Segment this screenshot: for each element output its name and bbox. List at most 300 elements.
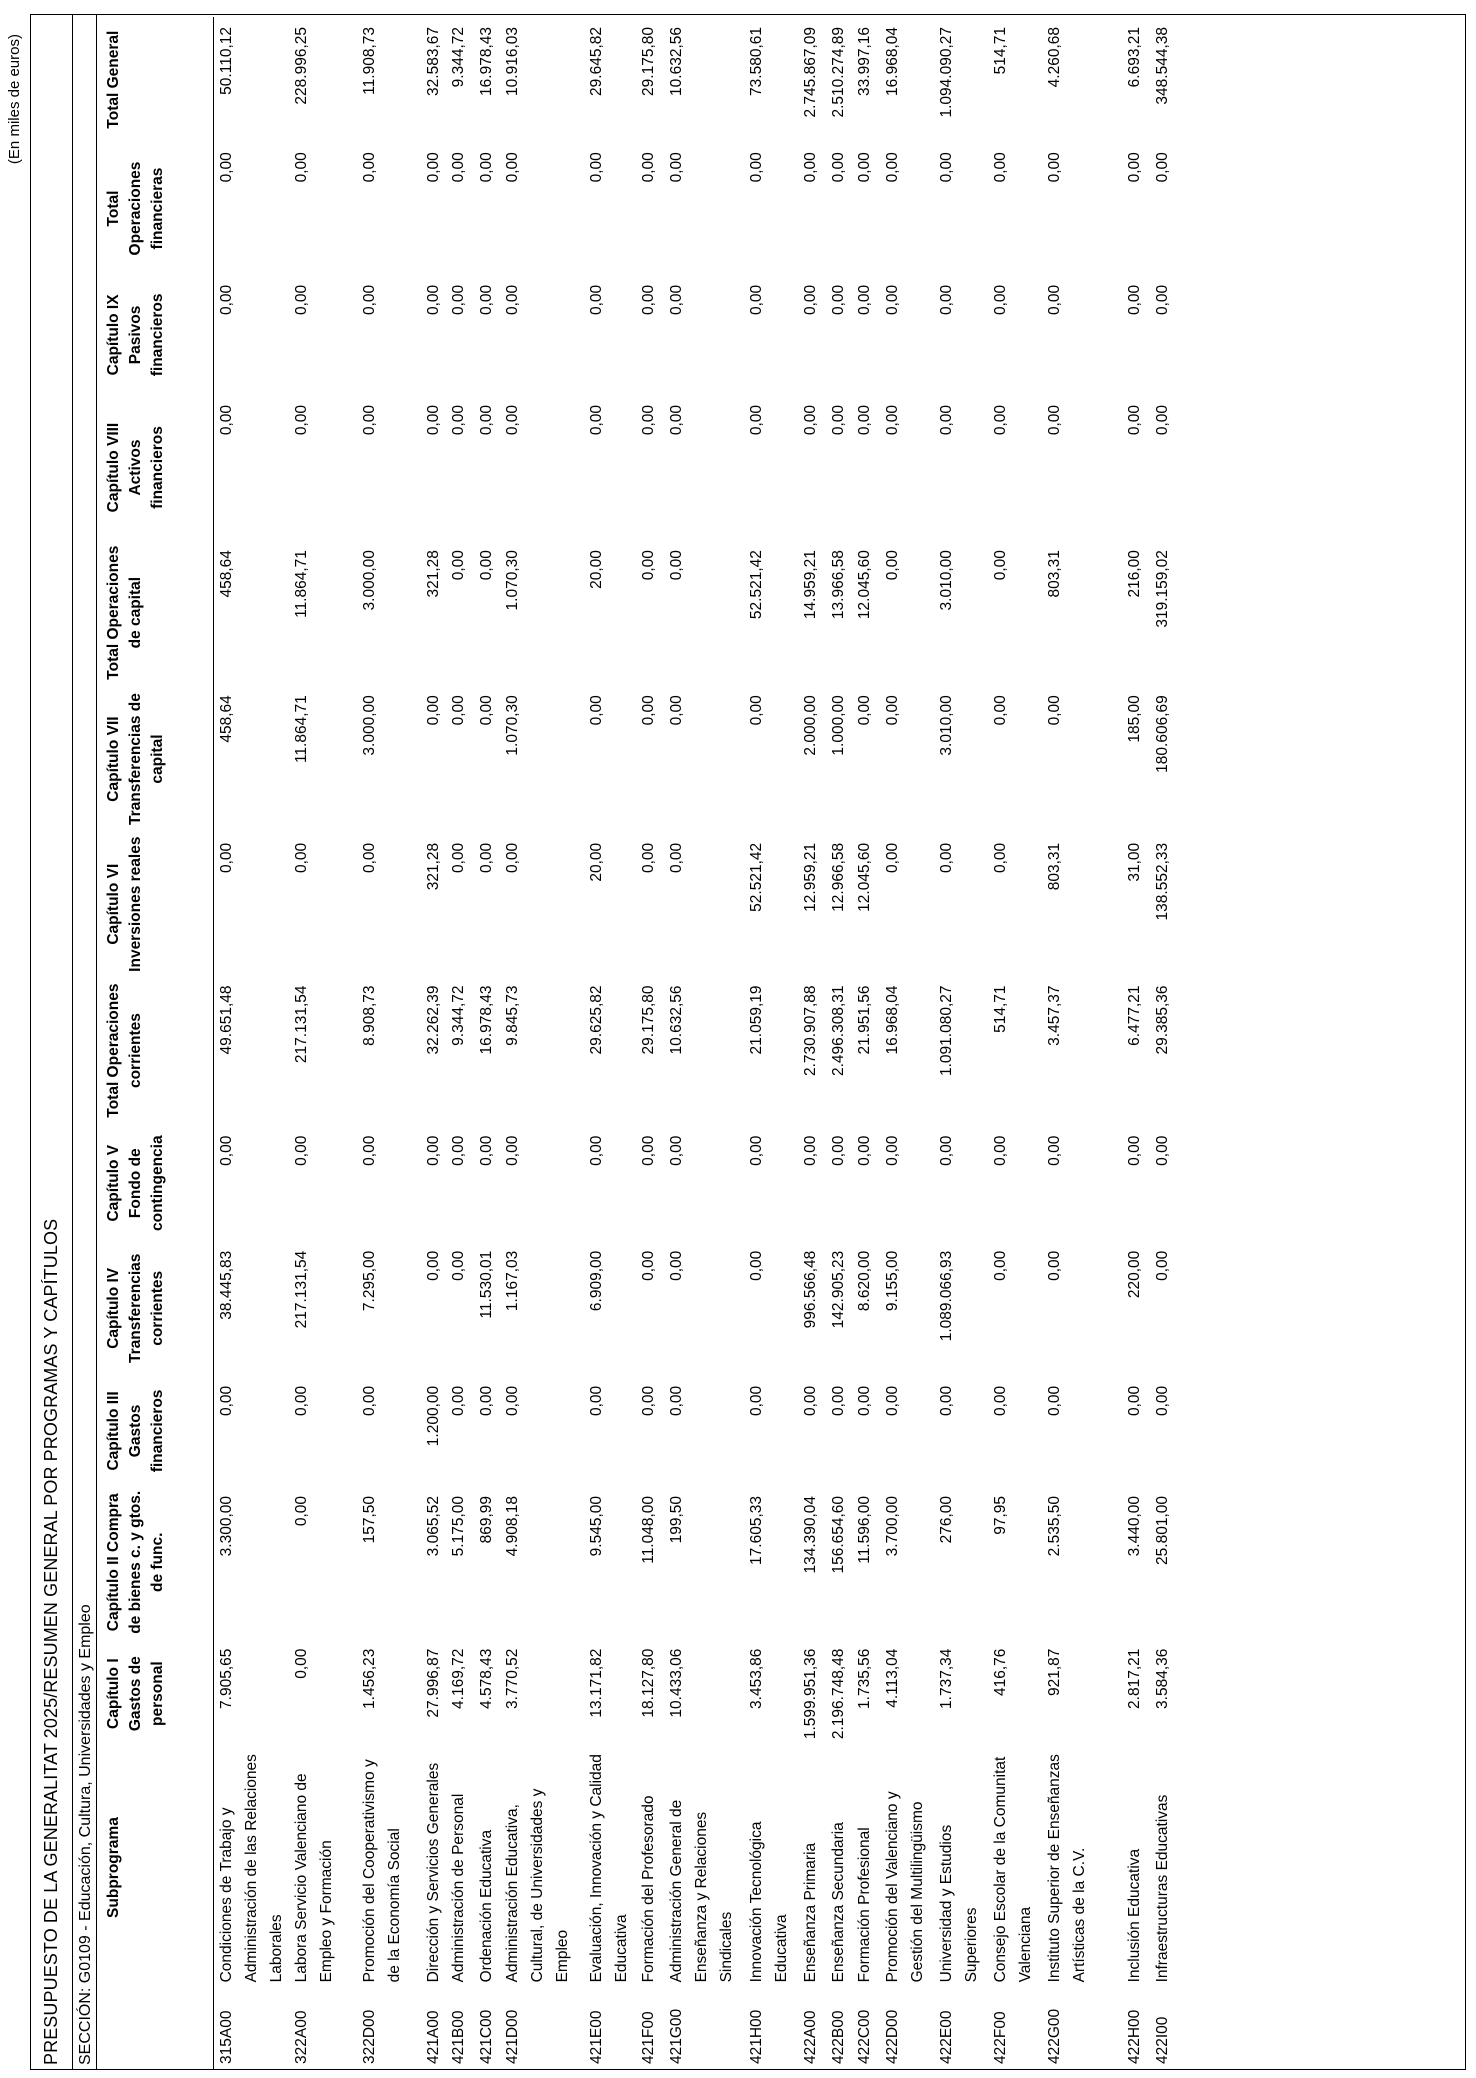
- amount-cell: 1.000,00: [830, 695, 847, 756]
- amount-cell: 0,00: [504, 404, 521, 436]
- table-row: [852, 17, 880, 2069]
- subprogram-name: Enseñanza Secundaria: [830, 1822, 847, 1983]
- amount-cell: 2.496.308,31: [830, 985, 847, 1077]
- amount-cell: 0,00: [450, 1385, 467, 1417]
- amount-cell: 0,00: [504, 1385, 521, 1417]
- amount-cell: 0,00: [802, 1135, 819, 1166]
- amount-cell: 3.700,00: [884, 1495, 901, 1557]
- amount-cell: 0,00: [884, 284, 901, 316]
- header-cap2: Capítulo II Compra de bienes c. y gtos. de func.: [105, 1490, 166, 1634]
- amount-cell: 50.110,12: [217, 27, 235, 95]
- amount-cell: 0,00: [425, 695, 442, 726]
- amount-cell: 0,00: [938, 284, 955, 316]
- subprogram-code: 422E00: [938, 2010, 955, 2064]
- amount-cell: 1.094.090,27: [938, 27, 955, 118]
- subprogram-name: Administración Educativa, Cultural, de Universidades y Empleo: [504, 1788, 571, 1983]
- amount-cell: 0,00: [478, 842, 495, 874]
- amount-cell: 0,00: [640, 1250, 657, 1281]
- amount-cell: 25.801,00: [1154, 1495, 1171, 1565]
- header-cap7: Capítulo VII Transferencias de capital: [105, 693, 166, 825]
- amount-cell: 0,00: [293, 152, 310, 183]
- amount-cell: 0,00: [802, 404, 819, 436]
- amount-cell: 0,00: [293, 284, 310, 316]
- amount-cell: 0,00: [640, 404, 657, 436]
- table-row: [664, 17, 744, 2069]
- amount-cell: 0,00: [884, 1135, 901, 1166]
- amount-cell: 0,00: [830, 404, 847, 436]
- budget-table: [101, 17, 1178, 2069]
- amount-cell: 228.996,25: [293, 27, 310, 105]
- table-row: [988, 17, 1042, 2069]
- amount-cell: 1.456,23: [361, 1648, 378, 1709]
- amount-cell: 0,00: [361, 404, 378, 436]
- amount-cell: 0,00: [1126, 284, 1143, 316]
- subprogram-name: Administración General de Enseñanza y Relaciones Sindicales: [668, 1799, 735, 1983]
- subprogram-code: 422A00: [802, 2010, 819, 2064]
- amount-cell: 9.545,00: [588, 1495, 605, 1557]
- amount-cell: 0,00: [1046, 284, 1063, 316]
- amount-cell: 29.385,36: [1154, 985, 1171, 1055]
- section-label: SECCIÓN: G0109 - Educación, Cultura, Universidades y Empleo: [75, 15, 97, 2069]
- amount-cell: 0,00: [1046, 404, 1063, 436]
- subprogram-code: 422F00: [992, 2011, 1009, 2064]
- table-row: [1042, 17, 1122, 2069]
- amount-cell: 0,00: [361, 284, 378, 316]
- amount-cell: 319.159,02: [1154, 550, 1171, 628]
- amount-cell: 0,00: [992, 284, 1009, 316]
- amount-cell: 514,71: [992, 27, 1009, 75]
- amount-cell: 0,00: [802, 1385, 819, 1417]
- amount-cell: 6.909,00: [588, 1250, 605, 1312]
- amount-cell: 0,00: [992, 1385, 1009, 1417]
- amount-cell: 4.113,04: [884, 1648, 901, 1708]
- subprogram-name: Formación Profesional: [856, 1827, 873, 1983]
- amount-cell: 0,00: [830, 1385, 847, 1417]
- amount-cell: 0,00: [504, 152, 521, 183]
- amount-cell: 0,00: [668, 1135, 685, 1166]
- subprogram-name: Instituto Superior de Enseñanzas Artísticas de la C.V.: [1046, 1754, 1088, 1983]
- amount-cell: 217.131,54: [293, 1250, 310, 1329]
- subprogram-code: 421B00: [450, 2010, 467, 2064]
- amount-cell: 0,00: [748, 1385, 765, 1417]
- amount-cell: 996.566,48: [802, 1250, 819, 1329]
- header-cap6: Capítulo VI Inversiones reales: [105, 836, 144, 972]
- subprogram-name: Dirección y Servicios Generales: [425, 1762, 442, 1983]
- amount-cell: 3.010,00: [938, 550, 955, 611]
- amount-cell: 0,00: [668, 695, 685, 726]
- amount-cell: 0,00: [425, 1135, 442, 1166]
- header-cap1: Capítulo I Gastos de personal: [105, 1656, 166, 1732]
- subprogram-name: Infraestructuras Educativas: [1154, 1794, 1171, 1983]
- amount-cell: 0,00: [938, 152, 955, 183]
- amount-cell: 0,00: [478, 152, 495, 183]
- subprogram-code: 422I00: [1154, 2016, 1171, 2064]
- amount-cell: 12.045,60: [856, 842, 873, 912]
- header-total-financieras: Total Operaciones financieras: [105, 161, 166, 256]
- header-code: [101, 1986, 213, 2069]
- amount-cell: 0,00: [1046, 695, 1063, 726]
- header-subprograma: Subprograma: [105, 1817, 122, 1918]
- subprogram-code: 421F00: [640, 2011, 657, 2064]
- amount-cell: 3.457,37: [1046, 985, 1063, 1046]
- table-row: [798, 17, 826, 2069]
- amount-cell: 142.905,23: [830, 1250, 847, 1329]
- amount-cell: 27.996,87: [425, 1648, 442, 1718]
- amount-cell: 138.552,33: [1154, 842, 1171, 921]
- amount-cell: 16.968,04: [884, 27, 901, 96]
- subprogram-code: 421C00: [478, 2009, 495, 2064]
- amount-cell: 0,00: [884, 695, 901, 726]
- amount-cell: 0,00: [425, 152, 442, 183]
- subprogram-code: 421A00: [425, 2010, 442, 2064]
- amount-cell: 0,00: [802, 152, 819, 183]
- amount-cell: 0,00: [640, 152, 657, 183]
- amount-cell: 29.175,80: [640, 27, 657, 96]
- amount-cell: 0,00: [588, 1385, 605, 1417]
- amount-cell: 321,28: [425, 550, 442, 598]
- amount-cell: 0,00: [478, 404, 495, 436]
- subprogram-code: 421H00: [748, 2009, 765, 2064]
- amount-cell: 0,00: [588, 404, 605, 436]
- amount-cell: 0,00: [450, 842, 467, 874]
- amount-cell: 3.770,52: [504, 1648, 521, 1709]
- amount-cell: 0,00: [640, 550, 657, 581]
- amount-cell: 0,00: [217, 404, 235, 436]
- amount-cell: 3.453,86: [748, 1648, 765, 1709]
- amount-cell: 29.645,82: [588, 27, 605, 96]
- amount-cell: 12.959,21: [802, 842, 819, 912]
- amount-cell: 803,31: [1046, 842, 1063, 891]
- amount-cell: 6.693,21: [1126, 27, 1143, 88]
- amount-cell: 0,00: [1126, 152, 1143, 183]
- amount-cell: 0,00: [992, 550, 1009, 581]
- header-cap9: Capítulo IX Pasivos financieros: [105, 293, 166, 377]
- amount-cell: 9.155,00: [884, 1250, 901, 1312]
- amount-cell: 0,00: [425, 1250, 442, 1281]
- amount-cell: 11.048,00: [640, 1495, 657, 1564]
- amount-cell: 0,00: [1046, 1385, 1063, 1417]
- amount-cell: 0,00: [668, 1250, 685, 1281]
- amount-cell: 3.000,00: [361, 695, 378, 756]
- subprogram-code: 422D00: [884, 2009, 901, 2064]
- amount-cell: 0,00: [830, 284, 847, 316]
- amount-cell: 0,00: [640, 695, 657, 726]
- amount-cell: 514,71: [992, 985, 1009, 1033]
- table-row: [213, 17, 289, 2069]
- amount-cell: 2.745.867,09: [802, 27, 819, 118]
- amount-cell: 0,00: [588, 1135, 605, 1166]
- header-cap3: Capítulo III Gastos financieros: [105, 1389, 166, 1473]
- amount-cell: 217.131,54: [293, 985, 310, 1064]
- amount-cell: 8.908,73: [361, 985, 378, 1046]
- amount-cell: 7.295,00: [361, 1250, 378, 1312]
- amount-cell: 0,00: [361, 1385, 378, 1417]
- amount-cell: 0,00: [1046, 1250, 1063, 1281]
- amount-cell: 803,31: [1046, 550, 1063, 598]
- amount-cell: 0,00: [217, 1385, 235, 1417]
- subprogram-code: 421D00: [504, 2009, 521, 2064]
- amount-cell: 0,00: [748, 695, 765, 726]
- amount-cell: 1.167,03: [504, 1250, 521, 1312]
- amount-cell: 97,95: [992, 1495, 1009, 1535]
- amount-cell: 52.521,42: [748, 842, 765, 912]
- amount-cell: 11.908,73: [361, 27, 378, 95]
- amount-cell: 73.580,61: [748, 27, 765, 96]
- subprogram-name: Consejo Escolar de la Comunitat Valenciana: [992, 1756, 1034, 1983]
- amount-cell: 3.010,00: [938, 695, 955, 756]
- subprogram-code: 422H00: [1126, 2009, 1143, 2064]
- header-total-capital: Total Operaciones de capital: [105, 545, 144, 680]
- subprogram-name: Administración de Personal: [450, 1793, 467, 1983]
- amount-cell: 0,00: [748, 1135, 765, 1166]
- subprogram-name: Evaluación, Innovación y Calidad Educativa: [588, 1754, 630, 1983]
- amount-cell: 1.200,00: [425, 1385, 442, 1447]
- amount-cell: 0,00: [884, 842, 901, 874]
- amount-cell: 0,00: [504, 842, 521, 874]
- subprogram-code: 421E00: [588, 2010, 605, 2064]
- subprogram-name: Innovación Tecnológica Educativa: [748, 1821, 790, 1983]
- subprogram-code: 421G00: [668, 2008, 685, 2064]
- amount-cell: 0,00: [1126, 1385, 1143, 1417]
- amount-cell: 10.916,03: [504, 27, 521, 96]
- amount-cell: 8.620,00: [856, 1250, 873, 1312]
- subprogram-name: Universidad y Estudios Superiores: [938, 1824, 980, 1983]
- amount-cell: 0,00: [504, 284, 521, 316]
- amount-cell: 12.045,60: [856, 550, 873, 620]
- amount-cell: 0,00: [884, 550, 901, 581]
- amount-cell: 0,00: [450, 550, 467, 581]
- amount-cell: 3.000,00: [361, 550, 378, 611]
- amount-cell: 134.390,04: [802, 1495, 819, 1574]
- subprogram-name: Formación del Profesorado: [640, 1795, 657, 1983]
- amount-cell: 0,00: [450, 1135, 467, 1166]
- amount-cell: 32.262,39: [425, 985, 442, 1055]
- amount-cell: 216,00: [1126, 550, 1143, 598]
- subprogram-name: Enseñanza Primaria: [802, 1842, 819, 1983]
- amount-cell: 9.845,73: [504, 985, 521, 1046]
- amount-cell: 4.260,68: [1046, 27, 1063, 88]
- amount-cell: 16.978,43: [478, 27, 495, 96]
- amount-cell: 52.521,42: [748, 550, 765, 620]
- amount-cell: 0,00: [640, 1135, 657, 1166]
- amount-cell: 0,00: [1046, 152, 1063, 183]
- amount-cell: 21.059,19: [748, 985, 765, 1055]
- amount-cell: 0,00: [1126, 1135, 1143, 1166]
- amount-cell: 0,00: [1046, 1135, 1063, 1166]
- amount-cell: 21.951,56: [856, 985, 873, 1055]
- header-cap5: Capítulo V Fondo de contingencia: [105, 1135, 166, 1231]
- amount-cell: 0,00: [361, 842, 378, 874]
- amount-cell: 2.196.748,48: [830, 1648, 847, 1740]
- amount-cell: 0,00: [856, 152, 873, 183]
- amount-cell: 10.433,06: [668, 1648, 685, 1718]
- amount-cell: 2.817,21: [1126, 1648, 1143, 1709]
- amount-cell: 0,00: [938, 1385, 955, 1417]
- amount-cell: 3.300,00: [217, 1495, 235, 1557]
- amount-cell: 17.605,33: [748, 1495, 765, 1565]
- subprogram-name: Condiciones de Trabajo y Administración de las Relaciones Laborales: [217, 1754, 285, 1983]
- amount-cell: 0,00: [640, 842, 657, 874]
- table-row: [421, 17, 446, 2069]
- subprogram-name: Promoción del Valenciano y Gestión del Multilingüismo: [884, 1791, 926, 1983]
- amount-cell: 10.632,56: [668, 985, 685, 1055]
- amount-cell: 11.864,71: [293, 550, 310, 618]
- table-row: [584, 17, 636, 2069]
- amount-cell: 0,00: [425, 404, 442, 436]
- amount-cell: 458,64: [217, 550, 235, 598]
- amount-cell: 2.535,50: [1046, 1495, 1063, 1557]
- amount-cell: 1.091.080,27: [938, 985, 955, 1077]
- amount-cell: 185,00: [1126, 695, 1143, 743]
- amount-cell: 16.978,43: [478, 985, 495, 1055]
- table-row: [636, 17, 664, 2069]
- amount-cell: 11.864,71: [293, 695, 310, 764]
- amount-cell: 20,00: [588, 550, 605, 589]
- amount-cell: 0,00: [992, 842, 1009, 874]
- amount-cell: 0,00: [856, 695, 873, 726]
- amount-cell: 0,00: [802, 284, 819, 316]
- amount-cell: 0,00: [668, 404, 685, 436]
- header-total-general: Total General: [105, 30, 122, 129]
- amount-cell: 12.966,58: [830, 842, 847, 912]
- title-bar: [31, 15, 73, 2069]
- subprogram-name: Ordenación Educativa: [478, 1829, 495, 1983]
- header-cap8: Capítulo VIII Activos financieros: [105, 422, 166, 513]
- amount-cell: 0,00: [1154, 152, 1171, 183]
- amount-cell: 0,00: [293, 404, 310, 436]
- amount-cell: 0,00: [856, 284, 873, 316]
- amount-cell: 3.065,52: [425, 1495, 442, 1557]
- amount-cell: 14.959,21: [802, 550, 819, 620]
- amount-cell: 10.632,56: [668, 27, 685, 96]
- document-frame: [30, 14, 1466, 2070]
- amount-cell: 0,00: [856, 404, 873, 436]
- amount-cell: 0,00: [425, 284, 442, 316]
- amount-cell: 0,00: [992, 1135, 1009, 1166]
- amount-cell: 0,00: [504, 1135, 521, 1166]
- units-note: (En miles de euros): [6, 34, 23, 165]
- table-row: [880, 17, 934, 2069]
- table-row: [289, 17, 357, 2069]
- amount-cell: 0,00: [884, 152, 901, 183]
- amount-cell: 0,00: [588, 152, 605, 183]
- amount-cell: 16.968,04: [884, 985, 901, 1055]
- amount-cell: 0,00: [450, 152, 467, 183]
- amount-cell: 0,00: [748, 284, 765, 316]
- amount-cell: 0,00: [884, 404, 901, 436]
- amount-cell: 0,00: [450, 1250, 467, 1281]
- amount-cell: 0,00: [992, 1250, 1009, 1281]
- amount-cell: 921,87: [1046, 1648, 1063, 1697]
- amount-cell: 0,00: [450, 695, 467, 726]
- table-body: [213, 17, 1178, 2069]
- amount-cell: 11.596,00: [856, 1495, 873, 1564]
- amount-cell: 0,00: [450, 284, 467, 316]
- table-row: [357, 17, 421, 2069]
- document-title: PRESUPUESTO DE LA GENERALITAT 2025/RESUMEN GENERAL POR PROGRAMAS Y CAPÍTULOS: [41, 1218, 61, 2065]
- amount-cell: 1.735,56: [856, 1648, 873, 1709]
- table-row: [826, 17, 852, 2069]
- amount-cell: 18.127,80: [640, 1648, 657, 1718]
- table-row: [500, 17, 584, 2069]
- amount-cell: 0,00: [748, 404, 765, 436]
- subprogram-code: 322D00: [361, 2009, 378, 2064]
- table-row: [744, 17, 798, 2069]
- amount-cell: 220,00: [1126, 1250, 1143, 1299]
- amount-cell: 0,00: [588, 284, 605, 316]
- amount-cell: 31,00: [1126, 842, 1143, 882]
- amount-cell: 0,00: [856, 1385, 873, 1417]
- amount-cell: 13.966,58: [830, 550, 847, 620]
- table-row: [934, 17, 988, 2069]
- amount-cell: 1.089.066,93: [938, 1250, 955, 1342]
- table-row: [446, 17, 474, 2069]
- amount-cell: 416,76: [992, 1648, 1009, 1697]
- amount-cell: 869,99: [478, 1495, 495, 1544]
- amount-cell: 0,00: [938, 1135, 955, 1166]
- header-total-corrientes: Total Operaciones corrientes: [105, 983, 144, 1118]
- subprogram-name: Labora Servicio Valenciano de Empleo y Formación: [293, 1773, 335, 1983]
- amount-cell: 0,00: [1154, 1385, 1171, 1417]
- amount-cell: 0,00: [217, 284, 235, 316]
- amount-cell: 0,00: [640, 284, 657, 316]
- amount-cell: 0,00: [938, 404, 955, 436]
- amount-cell: 1.070,30: [504, 695, 521, 756]
- amount-cell: 0,00: [293, 1135, 310, 1166]
- amount-cell: 0,00: [478, 284, 495, 316]
- subprogram-code: 422C00: [856, 2009, 873, 2064]
- amount-cell: 29.175,80: [640, 985, 657, 1055]
- amount-cell: 29.625,82: [588, 985, 605, 1055]
- amount-cell: 0,00: [478, 550, 495, 581]
- amount-cell: 0,00: [938, 842, 955, 874]
- amount-cell: 0,00: [668, 1385, 685, 1417]
- amount-cell: 0,00: [1154, 404, 1171, 436]
- amount-cell: 3.440,00: [1126, 1495, 1143, 1557]
- amount-cell: 11.530,01: [478, 1250, 495, 1319]
- header-cap4: Capítulo IV Transferencias corrientes: [105, 1253, 166, 1364]
- amount-cell: 0,00: [293, 1385, 310, 1417]
- amount-cell: 0,00: [856, 1135, 873, 1166]
- amount-cell: 0,00: [478, 1135, 495, 1166]
- table-row: [1150, 17, 1178, 2069]
- amount-cell: 0,00: [830, 152, 847, 183]
- amount-cell: 13.171,82: [588, 1648, 605, 1718]
- amount-cell: 9.344,72: [450, 27, 467, 88]
- header-row: [101, 17, 213, 2069]
- amount-cell: 0,00: [217, 1135, 235, 1166]
- amount-cell: 0,00: [217, 152, 235, 183]
- amount-cell: 0,00: [668, 284, 685, 316]
- subprogram-code: 422B00: [830, 2010, 847, 2064]
- amount-cell: 0,00: [668, 550, 685, 581]
- amount-cell: 348.544,38: [1154, 27, 1171, 105]
- amount-cell: 0,00: [217, 842, 235, 874]
- subprogram-name: Inclusión Educativa: [1126, 1848, 1143, 1983]
- amount-cell: 38.445,83: [217, 1250, 235, 1320]
- amount-cell: 0,00: [293, 1495, 310, 1527]
- amount-cell: 0,00: [1126, 404, 1143, 436]
- amount-cell: 4.169,72: [450, 1648, 467, 1709]
- amount-cell: 321,28: [425, 842, 442, 891]
- amount-cell: 0,00: [992, 695, 1009, 726]
- amount-cell: 4.578,43: [478, 1648, 495, 1709]
- table-row: [1122, 17, 1150, 2069]
- amount-cell: 1.599.951,36: [802, 1648, 819, 1740]
- amount-cell: 0,00: [588, 695, 605, 726]
- subprogram-code: 322A00: [293, 2010, 310, 2064]
- amount-cell: 156.654,60: [830, 1495, 847, 1574]
